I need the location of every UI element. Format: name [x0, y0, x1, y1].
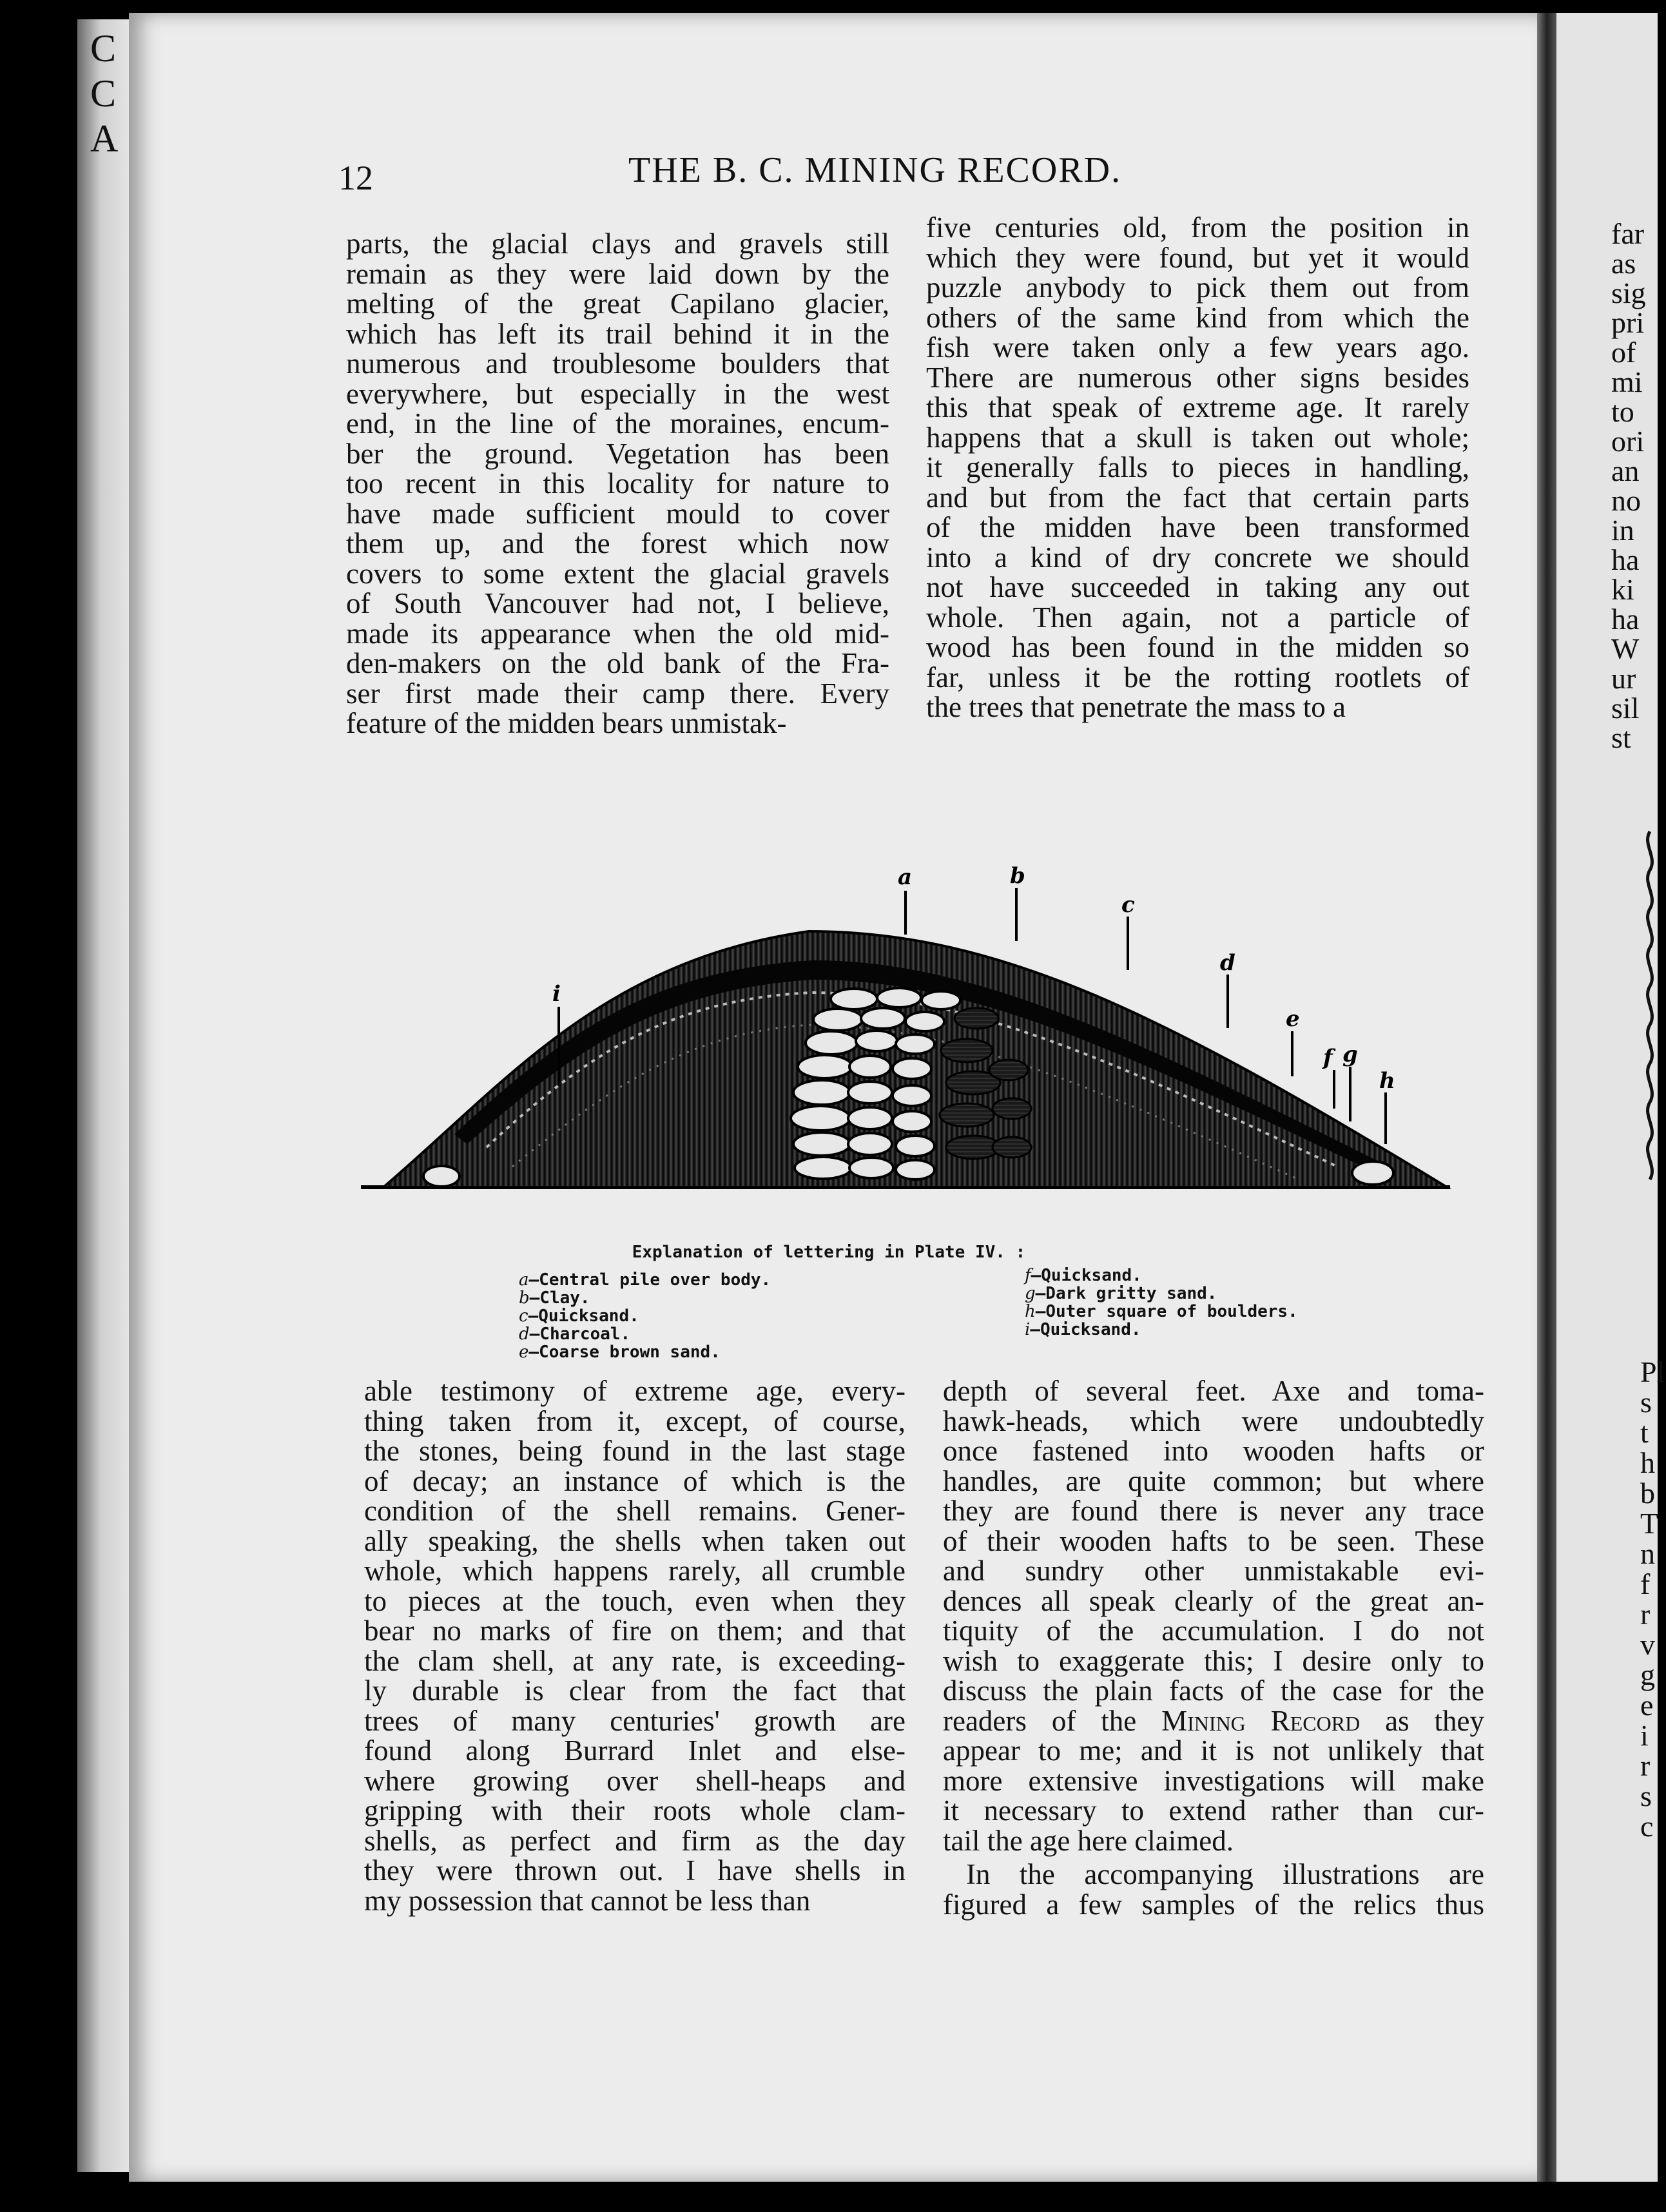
next-page-fragment: to	[1611, 395, 1634, 428]
legend-entry	[519, 1325, 771, 1343]
text-line: they are found there is never any trace	[943, 1495, 1484, 1527]
next-page-fragment: i	[1640, 1719, 1649, 1752]
text-line: ser first made their camp there. Every	[346, 677, 889, 710]
text-column-bottom-left	[364, 1376, 906, 1916]
legend-entry	[1025, 1303, 1298, 1321]
text-line: dences all speak clearly of the great an-	[943, 1584, 1484, 1617]
next-page-fragment: ha	[1611, 603, 1640, 635]
next-page-fragment: s	[1640, 1386, 1652, 1419]
next-page-fragment: c	[1640, 1810, 1654, 1843]
next-page-ornament	[1642, 831, 1658, 1192]
text-line: thing taken from it, except, of course,	[364, 1404, 906, 1437]
text-line: handles, are quite common; but where	[943, 1464, 1484, 1497]
text-line: melting of the great Capilano glacier,	[346, 287, 889, 320]
text-line: not have succeeded in taking any out	[926, 571, 1469, 603]
text-line: whole, which happens rarely, all crumble	[364, 1555, 906, 1587]
text-line: end, in the line of the moraines, encum-	[346, 407, 889, 440]
text-line: the trees that penetrate the mass to a	[926, 691, 1346, 723]
text-line: happens that a skull is taken out whole;	[926, 421, 1469, 454]
plate-iv-mound-illustration	[358, 748, 1453, 1199]
legend-key: e	[519, 1343, 529, 1362]
text-line: tiquity of the accumulation. I do not	[943, 1615, 1484, 1647]
spine-mark: C	[90, 27, 117, 70]
legend-key: b	[519, 1288, 530, 1308]
next-page-fragment: b	[1640, 1477, 1655, 1509]
next-page-fragment: in	[1611, 514, 1634, 547]
text-line: them up, and the forest which now	[346, 527, 889, 559]
text-line: and but from the fact that certain parts	[926, 481, 1469, 514]
spine-mark: C	[90, 72, 117, 115]
figure-legend-right	[1025, 1266, 1298, 1339]
text-line: have made sufficient mould to cover	[346, 497, 889, 530]
legend-text: —Coarse brown sand.	[528, 1343, 721, 1362]
text-line: fish were taken only a few years ago.	[926, 331, 1469, 364]
legend-entry	[519, 1271, 771, 1289]
text-line: of the midden have been transformed	[926, 511, 1469, 543]
next-page-fragment: r	[1640, 1749, 1651, 1782]
text-line: puzzle anybody to pick them out from	[926, 271, 1469, 304]
outer-boulder-left	[423, 1166, 460, 1187]
next-page-fragments-top	[1611, 219, 1663, 753]
text-line: which they were found, but yet it would	[926, 241, 1469, 274]
page-number: 12	[338, 159, 373, 197]
legend-entry	[1025, 1321, 1298, 1339]
next-page-fragment: n	[1640, 1537, 1655, 1570]
text-line: too recent in this locality for nature to	[346, 467, 889, 500]
legend-entry	[1025, 1266, 1298, 1285]
text-line: ber the ground. Vegetation has been	[346, 437, 889, 470]
text-line: In the accompanying illustrations are	[966, 1858, 1484, 1890]
text-line: more extensive investigations will make	[943, 1764, 1484, 1797]
figure-letter-c: c	[1121, 892, 1135, 918]
text-line: appear to me; and it is not unlikely that	[943, 1734, 1484, 1767]
figure-letter-a: a	[898, 864, 913, 890]
text-line: it generally falls to pieces in handling,	[926, 451, 1469, 483]
legend-text: —Quicksand.	[1031, 1266, 1142, 1285]
next-page-fragment: W	[1611, 632, 1640, 665]
text-line: parts, the glacial clays and gravels still	[346, 228, 889, 260]
next-page-fragment: no	[1611, 484, 1641, 517]
figure-letter-f: f	[1323, 1045, 1333, 1071]
outer-boulder-right	[1352, 1161, 1393, 1185]
text-line: which has left its trail behind it in the	[346, 317, 889, 350]
text-line: five centuries old, from the position in	[926, 211, 1469, 244]
next-page-fragment: st	[1611, 721, 1631, 754]
figure-letter-b: b	[1010, 863, 1025, 889]
text-line: my possession that cannot be less than	[364, 1884, 811, 1917]
figure-letter-e: e	[1286, 1006, 1300, 1032]
text-line: made its appearance when the old mid-	[346, 617, 889, 650]
text-line: everywhere, but especially in the west	[346, 377, 889, 410]
legend-text: —Quicksand.	[1030, 1320, 1141, 1339]
text-line: it necessary to extend rather than cur-	[943, 1794, 1484, 1827]
next-page-fragment: as	[1611, 247, 1636, 280]
spine-marks	[90, 26, 119, 161]
next-page-fragment: e	[1640, 1689, 1654, 1722]
next-page-fragment: s	[1640, 1780, 1652, 1812]
text-line: depth of several feet. Axe and toma-	[943, 1375, 1484, 1407]
text-line: into a kind of dry concrete we should	[926, 541, 1469, 574]
text-line: of decay; an instance of which is the	[364, 1464, 906, 1497]
next-page-fragment: of	[1611, 336, 1636, 369]
figure-letter-g: g	[1342, 1042, 1358, 1067]
running-head: THE B. C. MINING RECORD.	[628, 150, 1122, 190]
figure-legend-left	[519, 1271, 771, 1361]
text-line: wood has been found in the midden so	[926, 631, 1469, 663]
text-line: the clam shell, at any rate, is exceeding-	[364, 1644, 906, 1677]
next-page-fragment: far	[1611, 217, 1645, 250]
text-line: condition of the shell remains. Gener-	[364, 1495, 906, 1527]
next-page-fragment: r	[1640, 1598, 1651, 1631]
text-column-bottom-right	[943, 1376, 1484, 1919]
text-line: to pieces at the touch, even when they	[364, 1584, 906, 1617]
next-page-fragment: g	[1640, 1658, 1655, 1691]
legend-key: a	[519, 1270, 529, 1290]
text-line: of South Vancouver had not, I believe,	[346, 587, 889, 619]
legend-key: g	[1025, 1284, 1036, 1303]
text-line: they were thrown out. I have shells in	[364, 1854, 906, 1887]
next-page-fragment: Pl	[1640, 1355, 1665, 1388]
text-line: trees of many centuries' growth are	[364, 1704, 906, 1737]
next-page-fragment: v	[1640, 1628, 1655, 1661]
scan-bottom-edge	[129, 2182, 1658, 2212]
text-line: far, unless it be the rotting rootlets of	[926, 661, 1469, 694]
text-line: gripping with their roots whole clam-	[364, 1794, 906, 1827]
figure-letter-i: i	[552, 981, 561, 1007]
next-page-fragment: ha	[1611, 543, 1640, 576]
legend-key: f	[1025, 1266, 1031, 1285]
text-line: ly durable is clear from the fact that	[364, 1674, 906, 1707]
legend-text: —Dark gritty sand.	[1035, 1284, 1217, 1303]
legend-text: —Quicksand.	[528, 1306, 639, 1326]
next-page-fragment: an	[1611, 454, 1640, 487]
text-line: and sundry other unmistakable evi-	[943, 1555, 1484, 1587]
next-page-fragment: ur	[1611, 662, 1636, 695]
text-line: able testimony of extreme age, every-	[364, 1375, 906, 1407]
text-line: discuss the plain facts of the case for the	[943, 1674, 1484, 1707]
text-line: numerous and troublesome boulders that	[346, 347, 889, 380]
text-column-top-left	[346, 229, 889, 739]
next-page-fragment: mi	[1611, 365, 1643, 398]
legend-text: —Clay.	[529, 1288, 590, 1308]
text-line: ally speaking, the shells when taken out	[364, 1524, 906, 1557]
next-page-fragment: ki	[1611, 573, 1634, 606]
publication-name: Mining Record	[1161, 1704, 1361, 1737]
text-line: found along Burrard Inlet and else-	[364, 1734, 906, 1767]
text-line: shells, as perfect and firm as the day	[364, 1824, 906, 1857]
next-page-fragment: ori	[1611, 425, 1645, 458]
text-line: this that speak of extreme age. It rarely	[926, 391, 1469, 423]
text-line: tail the age here claimed.	[943, 1824, 1234, 1857]
text-line: the stones, being found in the last stage	[364, 1435, 906, 1467]
text-line: hawk-heads, which were undoubtedly	[943, 1404, 1484, 1437]
text-line: bear no marks of fire on them; and that	[364, 1615, 906, 1647]
figure-letter-d: d	[1220, 950, 1235, 976]
legend-key: h	[1025, 1302, 1036, 1321]
legend-entry	[519, 1343, 771, 1361]
text-fragment: readers of the	[943, 1704, 1162, 1737]
text-line: covers to some extent the glacial gravels	[346, 557, 889, 590]
text-line: once fastened into wooden hafts or	[943, 1435, 1484, 1467]
legend-text: —Outer square of boulders.	[1035, 1302, 1298, 1321]
figure-letter-h: h	[1379, 1068, 1395, 1094]
text-line: whole. Then again, not a particle of	[926, 601, 1469, 634]
legend-entry	[1025, 1285, 1298, 1303]
legend-key: i	[1025, 1320, 1031, 1339]
text-line: where growing over shell-heaps and	[364, 1764, 906, 1797]
text-line	[943, 1706, 1484, 1736]
legend-key: d	[519, 1324, 530, 1344]
next-page-fragment: T	[1640, 1507, 1659, 1540]
text-line: wish to exaggerate this; I desire only to	[943, 1644, 1484, 1677]
next-page-fragment: sig	[1611, 276, 1646, 309]
legend-entry	[519, 1307, 771, 1325]
legend-key: c	[519, 1306, 528, 1326]
next-page-fragment: pri	[1611, 306, 1645, 339]
figure-caption: Explanation of lettering in Plate IV. :	[632, 1243, 1026, 1262]
text-line: feature of the midden bears unmistak-	[346, 707, 787, 739]
spine-mark: A	[90, 117, 119, 160]
next-page-fragments-bottom	[1640, 1357, 1666, 1841]
legend-entry	[519, 1289, 771, 1307]
text-fragment: as they	[1360, 1704, 1484, 1737]
legend-text: —Central pile over body.	[528, 1270, 771, 1290]
page-gutter	[1537, 13, 1556, 2185]
text-line: den-makers on the old bank of the Fra-	[346, 647, 889, 679]
next-page-fragment: t	[1640, 1416, 1649, 1449]
text-line: others of the same kind from which the	[926, 301, 1469, 334]
text-line: figured a few samples of the relics thus	[943, 1888, 1484, 1921]
legend-text: —Charcoal.	[529, 1324, 631, 1344]
next-page-fragment: f	[1640, 1567, 1651, 1600]
next-page-fragment: h	[1640, 1446, 1655, 1479]
text-line: There are numerous other signs besides	[926, 361, 1469, 394]
text-column-top-right	[926, 213, 1469, 723]
scan-left-margin	[77, 19, 135, 2172]
text-line: remain as they were laid down by the	[346, 257, 889, 290]
text-line: of their wooden hafts to be seen. These	[943, 1524, 1484, 1557]
next-page-fragment: sil	[1611, 692, 1640, 724]
